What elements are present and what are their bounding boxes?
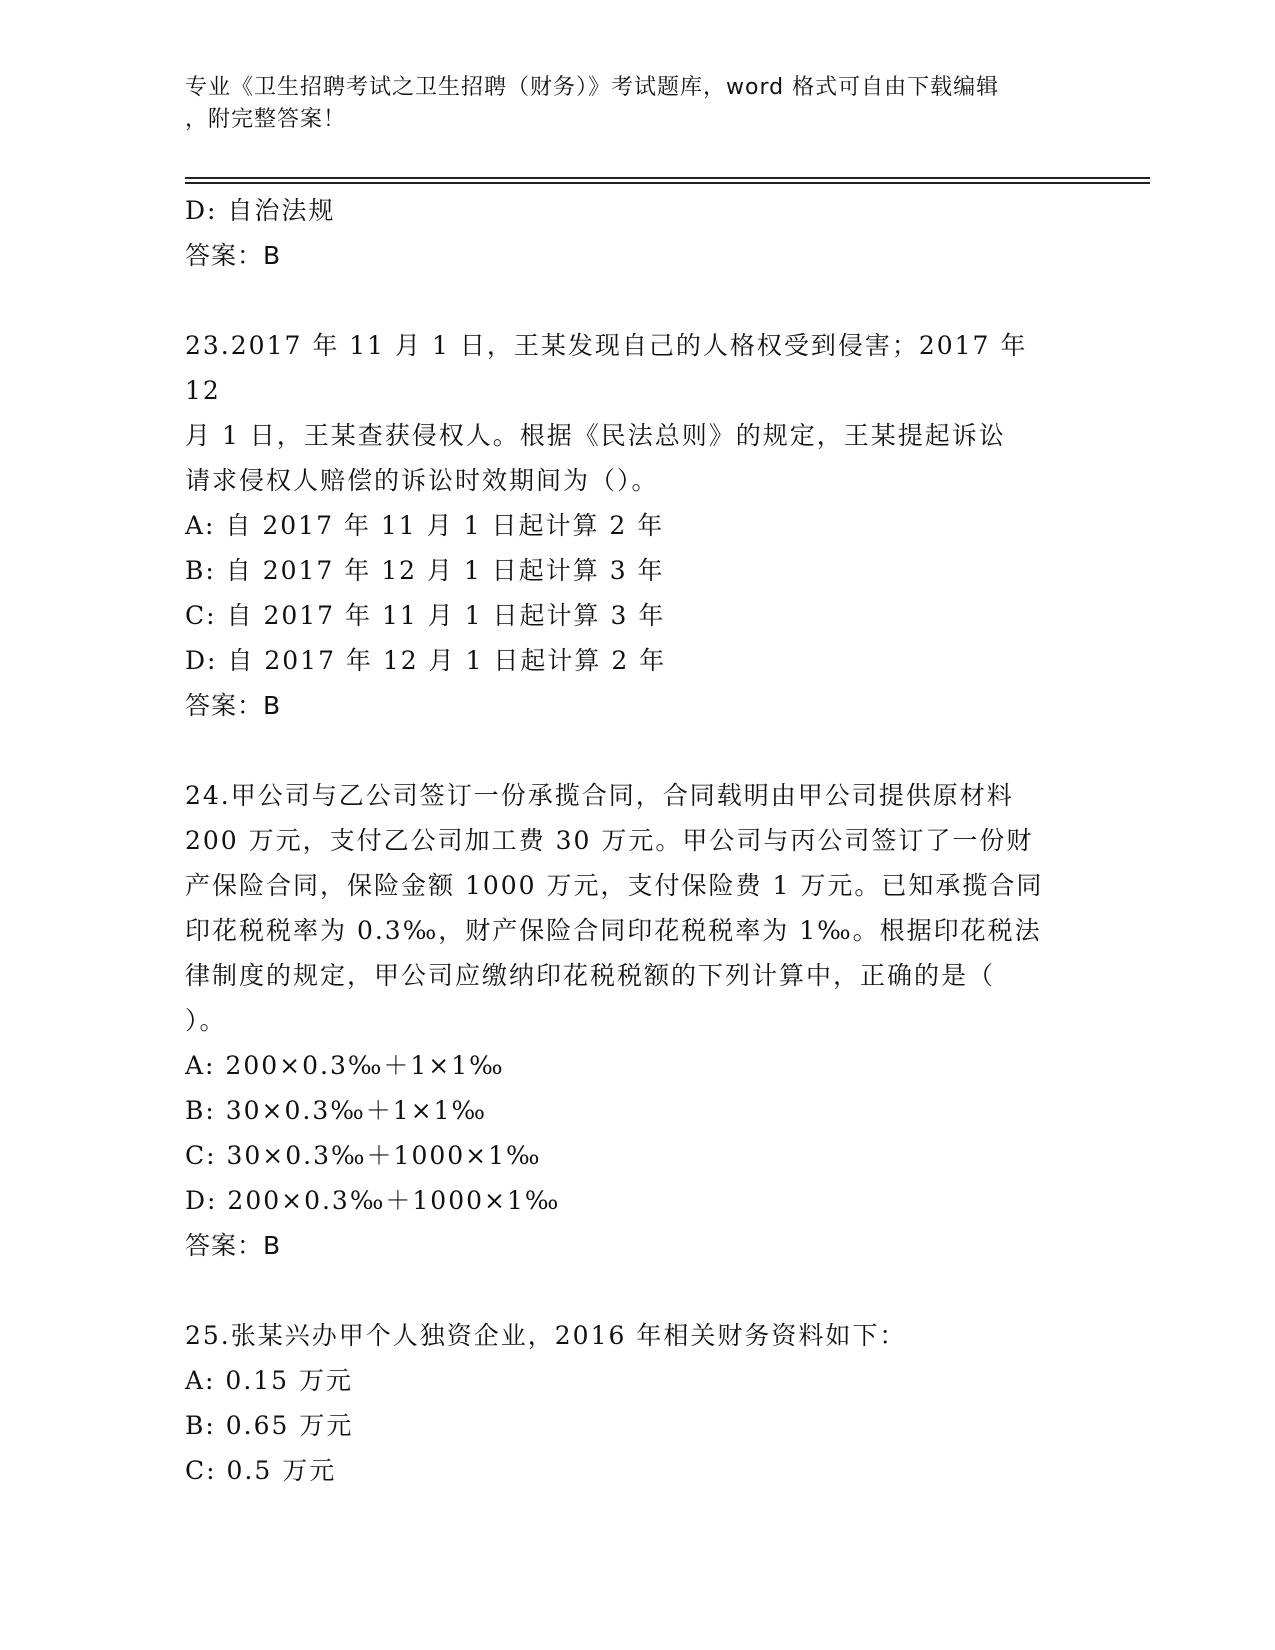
q25-option-a: A: 0.15 万元 — [185, 1366, 354, 1395]
q23-stem-line: 请求侵权人赔偿的诉讼时效期间为（）。 — [185, 466, 659, 495]
q24-option-c: C: 30×0.3‰＋1000×1‰ — [185, 1141, 542, 1170]
q24-stem-line: 印花税税率为 0.3‰，财产保险合同印花税税率为 1‰。根据印花税法 — [185, 916, 1042, 945]
q23-option-a: A: 自 2017 年 11 月 1 日起计算 2 年 — [185, 511, 665, 540]
header-line-1: 专业《卫生招聘考试之卫生招聘（财务）》考试题库，word 格式可自由下载编辑 — [185, 75, 1000, 100]
q22-option-d: D: 自治法规 — [185, 196, 336, 225]
header-rule-top — [185, 177, 1150, 179]
q23-stem — [185, 323, 1065, 503]
q25-stem — [185, 1313, 1065, 1358]
q24-option-b: B: 30×0.3‰＋1×1‰ — [185, 1096, 488, 1125]
q24-stem — [185, 773, 1065, 1043]
q24-stem-line: 律制度的规定，甲公司应缴纳印花税税额的下列计算中，正确的是（ — [185, 961, 996, 990]
header-rule-bottom — [185, 182, 1150, 184]
header-line-2: ，附完整答案！ — [185, 107, 347, 132]
q25-option-b: B: 0.65 万元 — [185, 1411, 354, 1440]
q25-stem-line: 25.张某兴办甲个人独资企业，2016 年相关财务资料如下： — [185, 1321, 907, 1350]
q23-option-d: D: 自 2017 年 12 月 1 日起计算 2 年 — [185, 646, 667, 675]
q22-answer: 答案：B — [185, 241, 282, 270]
spacer — [185, 278, 1065, 323]
q23-option-c: C: 自 2017 年 11 月 1 日起计算 3 年 — [185, 601, 666, 630]
q23-stem-line: 月 1 日，王某查获侵权人。根据《民法总则》的规定，王某提起诉讼 — [185, 421, 1006, 450]
document-header — [185, 72, 1065, 136]
document-body — [185, 188, 1065, 1493]
q23-answer: 答案：B — [185, 691, 282, 720]
spacer — [185, 728, 1065, 773]
q24-stem-line: 200 万元，支付乙公司加工费 30 万元。甲公司与丙公司签订了一份财 — [185, 826, 1034, 855]
q25-option-c: C: 0.5 万元 — [185, 1456, 337, 1485]
q24-stem-line: 产保险合同，保险金额 1000 万元，支付保险费 1 万元。已知承揽合同 — [185, 871, 1044, 900]
q24-answer: 答案：B — [185, 1231, 282, 1260]
q24-option-a: A: 200×0.3‰＋1×1‰ — [185, 1051, 505, 1080]
q23-option-b: B: 自 2017 年 12 月 1 日起计算 3 年 — [185, 556, 665, 585]
q24-stem-line: ）。 — [185, 1006, 227, 1035]
spacer — [185, 1268, 1065, 1313]
q23-stem-line: 23.2017 年 11 月 1 日，王某发现自己的人格权受到侵害；2017 年 12 — [185, 331, 1028, 405]
q24-stem-line: 24.甲公司与乙公司签订一份承揽合同，合同载明由甲公司提供原材料 — [185, 781, 1014, 810]
q24-option-d: D: 200×0.3‰＋1000×1‰ — [185, 1186, 561, 1215]
